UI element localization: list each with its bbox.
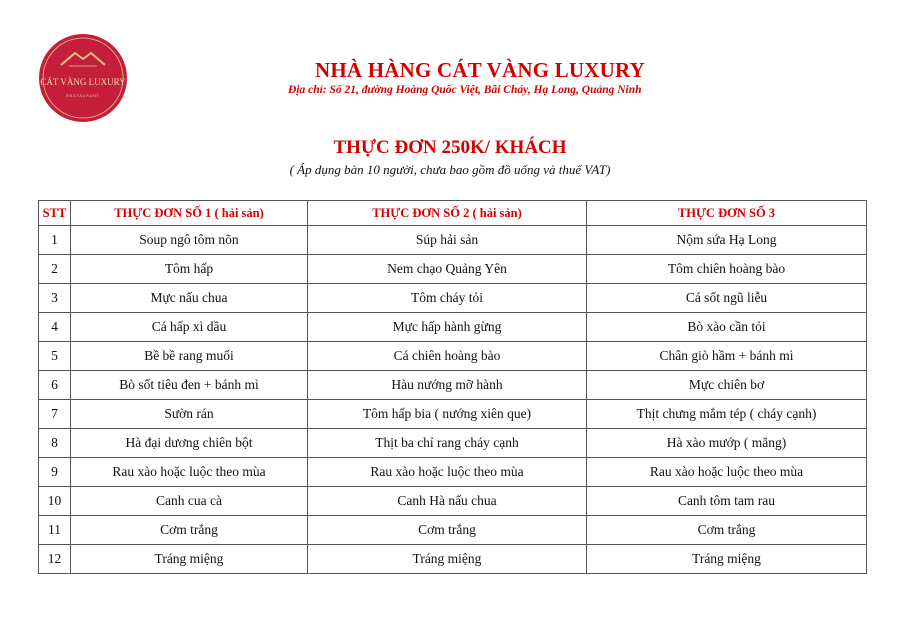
table-row (39, 255, 867, 284)
row-number: 10 (39, 487, 71, 516)
menu-3-dish: Hà xào mướp ( măng) (587, 429, 867, 458)
row-number: 9 (39, 458, 71, 487)
table-row (39, 226, 867, 255)
menu-2-dish: Hàu nướng mỡ hành (308, 371, 587, 400)
menu-2-dish: Tôm hấp bia ( nướng xiên que) (308, 400, 587, 429)
row-number: 6 (39, 371, 71, 400)
table-row (39, 371, 867, 400)
table-row (39, 458, 867, 487)
menu-1-dish: Tôm hấp (71, 255, 308, 284)
menu-1-dish: Bò sốt tiêu đen + bánh mì (71, 371, 308, 400)
row-number: 11 (39, 516, 71, 545)
menu-2-dish: Canh Hà nấu chua (308, 487, 587, 516)
row-number: 5 (39, 342, 71, 371)
menu-subtitle: ( Áp dụng bàn 10 người, chưa bao gồm đồ uống và thuế VAT) (289, 162, 611, 177)
menu-1-dish: Tráng miệng (71, 545, 308, 574)
menu-2-dish: Thịt ba chỉ rang cháy cạnh (308, 429, 587, 458)
table-row (39, 516, 867, 545)
menu-2-dish: Nem chạo Quảng Yên (308, 255, 587, 284)
menu-1-dish: Mực nấu chua (71, 284, 308, 313)
menu-table-body (39, 226, 867, 574)
menu-3-dish: Nộm sứa Hạ Long (587, 226, 867, 255)
menu-1-dish: Sườn rán (71, 400, 308, 429)
header-menu-1: THỰC ĐƠN SỐ 1 ( hải sản) (71, 201, 308, 226)
header-menu-3: THỰC ĐƠN SỐ 3 (587, 201, 867, 226)
restaurant-name: NHÀ HÀNG CÁT VÀNG LUXURY (315, 58, 645, 82)
table-row (39, 313, 867, 342)
menu-1-dish: Soup ngô tôm nõn (71, 226, 308, 255)
restaurant-logo (29, 33, 137, 123)
menu-1-dish: Hà đại dương chiên bột (71, 429, 308, 458)
table-header-row (39, 201, 867, 226)
menu-2-dish: Rau xào hoặc luộc theo mùa (308, 458, 587, 487)
menu-1-dish: Rau xào hoặc luộc theo mùa (71, 458, 308, 487)
menu-3-dish: Cơm trắng (587, 516, 867, 545)
header-menu-2: THỰC ĐƠN SỐ 2 ( hải sản) (308, 201, 587, 226)
row-number: 1 (39, 226, 71, 255)
row-number: 4 (39, 313, 71, 342)
menu-3-dish: Tôm chiên hoàng bào (587, 255, 867, 284)
menu-1-dish: Cơm trắng (71, 516, 308, 545)
row-number: 12 (39, 545, 71, 574)
menu-2-dish: Mực hấp hành gừng (308, 313, 587, 342)
menu-2-dish: Tôm cháy tỏi (308, 284, 587, 313)
menu-1-dish: Canh cua cà (71, 487, 308, 516)
menu-3-dish: Canh tôm tam rau (587, 487, 867, 516)
menu-3-dish: Bò xào cần tỏi (587, 313, 867, 342)
menu-1-dish: Bề bề rang muối (71, 342, 308, 371)
row-number: 2 (39, 255, 71, 284)
menu-3-dish: Rau xào hoặc luộc theo mùa (587, 458, 867, 487)
menu-3-dish: Chân giò hầm + bánh mì (587, 342, 867, 371)
table-row (39, 487, 867, 516)
header-stt: STT (39, 201, 71, 226)
menu-3-dish: Mực chiên bơ (587, 371, 867, 400)
row-number: 3 (39, 284, 71, 313)
table-row (39, 342, 867, 371)
logo-text: CÁT VÀNG LUXURY (40, 77, 126, 87)
menu-2-dish: Tráng miệng (308, 545, 587, 574)
row-number: 8 (39, 429, 71, 458)
table-row (39, 400, 867, 429)
menu-1-dish: Cá hấp xì dầu (71, 313, 308, 342)
row-number: 7 (39, 400, 71, 429)
menu-3-dish: Tráng miệng (587, 545, 867, 574)
menu-2-dish: Cá chiên hoàng bào (308, 342, 587, 371)
page-header (140, 56, 760, 84)
logo-tagline: RESTAURANT (66, 94, 100, 98)
menu-table (38, 200, 867, 574)
menu-title: THỰC ĐƠN 250K/ KHÁCH (333, 137, 567, 158)
menu-3-dish: Cá sốt ngũ liễu (587, 284, 867, 313)
menu-2-dish: Cơm trắng (308, 516, 587, 545)
table-row (39, 545, 867, 574)
table-row (39, 429, 867, 458)
menu-2-dish: Súp hải sản (308, 226, 587, 255)
restaurant-address: Địa chỉ: Số 21, đường Hoàng Quốc Việt, Bãi Cháy, Hạ Long, Quảng Ninh (288, 84, 642, 96)
menu-3-dish: Thịt chưng mắm tép ( cháy cạnh) (587, 400, 867, 429)
table-row (39, 284, 867, 313)
